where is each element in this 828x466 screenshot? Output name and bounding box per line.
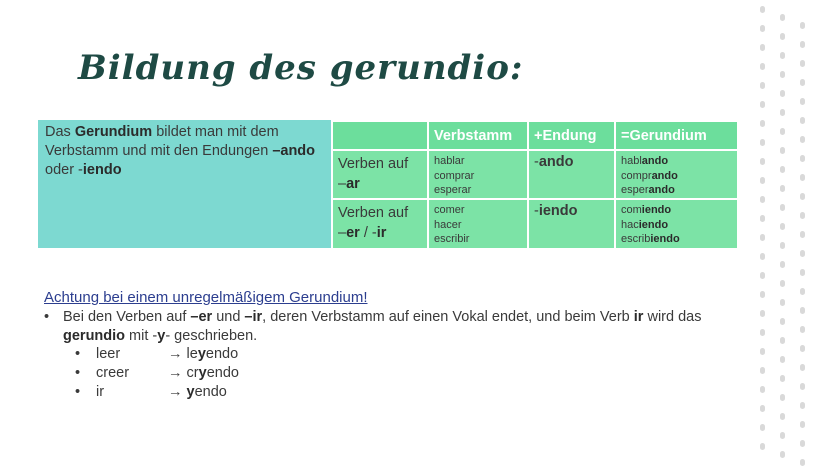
decorative-dot <box>800 155 805 162</box>
decorative-dot <box>760 386 765 393</box>
decorative-dot <box>760 424 765 431</box>
decorative-dot <box>760 25 765 32</box>
list-item: esperando <box>621 184 675 196</box>
decorative-dot <box>800 41 805 48</box>
row-label-dash: – <box>338 225 347 241</box>
decorative-dot <box>800 174 805 181</box>
decorative-dot <box>760 253 765 260</box>
row-label-ar <box>332 150 428 199</box>
decorative-dot <box>780 356 785 363</box>
decorative-dot <box>800 98 805 105</box>
decorative-dot <box>780 318 785 325</box>
intro-text: Das <box>45 124 75 140</box>
decorative-dot <box>760 101 765 108</box>
intro-bold-iendo: iendo <box>82 162 122 178</box>
decorative-dot <box>760 348 765 355</box>
decorative-dot <box>760 405 765 412</box>
decorative-dot <box>800 250 805 257</box>
row-label-dash: – <box>338 176 347 192</box>
decorative-dot <box>780 204 785 211</box>
list-item: hacer <box>434 218 462 231</box>
list-item: comprar <box>434 169 475 182</box>
bullet-dot: • <box>44 309 50 325</box>
list-item: esperar <box>434 184 472 196</box>
decorative-dot <box>780 71 785 78</box>
decorative-dot <box>800 22 805 29</box>
decorative-dots <box>752 0 828 466</box>
decorative-dot <box>760 215 765 222</box>
ending-bold: ando <box>538 154 574 170</box>
decorative-dot <box>760 443 765 450</box>
row-label-bold2: ir <box>376 225 387 241</box>
decorative-dot <box>780 185 785 192</box>
decorative-dot <box>800 383 805 390</box>
list-item: hablando <box>621 155 669 167</box>
decorative-dot <box>760 291 765 298</box>
decorative-dot <box>780 451 785 458</box>
decorative-dot <box>800 459 805 466</box>
decorative-dot <box>780 261 785 268</box>
decorative-dot <box>800 440 805 447</box>
decorative-dot <box>760 329 765 336</box>
decorative-dot <box>780 90 785 97</box>
decorative-dot <box>800 136 805 143</box>
table-row <box>332 199 738 249</box>
header-verbstamm: Verbstamm <box>428 121 528 150</box>
decorative-dot <box>760 120 765 127</box>
ending-ando <box>528 150 615 199</box>
decorative-dot <box>780 147 785 154</box>
decorative-dot <box>780 166 785 173</box>
decorative-dot <box>780 432 785 439</box>
decorative-dot <box>800 193 805 200</box>
decorative-dot <box>760 310 765 317</box>
decorative-dot <box>800 79 805 86</box>
decorative-dot <box>780 375 785 382</box>
decorative-dot <box>760 234 765 241</box>
rule-text: Bei den Verben auf –er und –ir, deren Verbstamm auf einen Vokal endet, und beim Verb ir wird das gerundio mit -y- geschrieben. <box>63 309 702 344</box>
ending-iendo <box>528 199 615 249</box>
decorative-dot <box>780 413 785 420</box>
list-item: haciendo <box>621 218 669 231</box>
row-label-prefix: Verben auf <box>338 156 409 172</box>
intro-bold-ando: –ando <box>272 143 316 159</box>
row-label-rest: / - <box>359 225 377 241</box>
intro-text: bildet man mit dem Verbstamm und mit den Endungen <box>45 124 279 159</box>
ending-prefix: - <box>534 203 539 219</box>
decorative-dot <box>780 128 785 135</box>
row-label-bold: er <box>346 225 360 241</box>
bullet-dot: • <box>75 384 81 400</box>
decorative-dot <box>760 196 765 203</box>
bullet-dot: • <box>75 365 81 381</box>
intro-text: oder - <box>45 162 83 178</box>
decorative-dot <box>760 63 765 70</box>
example-word: leer <box>96 346 121 362</box>
list-item: hablar <box>434 155 465 167</box>
intro-box <box>38 120 331 248</box>
decorative-dot <box>780 337 785 344</box>
decorative-dot <box>780 280 785 287</box>
example-word: ir <box>96 384 105 400</box>
decorative-dot <box>800 269 805 276</box>
gerunds-er-ir <box>615 199 738 249</box>
decorative-dot <box>760 44 765 51</box>
decorative-dot <box>760 82 765 89</box>
decorative-dot <box>800 288 805 295</box>
arrow-icon: → <box>168 384 183 400</box>
example-result: → cryendo <box>168 365 239 381</box>
table-header-row <box>332 121 738 150</box>
decorative-dot <box>800 307 805 314</box>
decorative-dot <box>780 33 785 40</box>
verbs-ar <box>428 150 528 199</box>
list-item: comprando <box>621 169 678 182</box>
ending-bold: iendo <box>538 203 578 219</box>
decorative-dot <box>780 299 785 306</box>
rule-bullet <box>44 308 744 346</box>
decorative-dot <box>760 272 765 279</box>
decorative-dot <box>760 158 765 165</box>
decorative-dot <box>780 109 785 116</box>
decorative-dot <box>800 364 805 371</box>
decorative-dot <box>800 231 805 238</box>
decorative-dot <box>780 394 785 401</box>
decorative-dot <box>800 402 805 409</box>
ending-prefix: - <box>534 154 539 170</box>
arrow-icon: → <box>168 346 183 362</box>
header-empty <box>332 121 428 150</box>
decorative-dot <box>760 367 765 374</box>
list-item: comiendo <box>621 204 672 216</box>
intro-bold-gerundium: Gerundium <box>74 124 153 140</box>
gerunds-ar <box>615 150 738 199</box>
decorative-dot <box>760 139 765 146</box>
decorative-dot <box>760 177 765 184</box>
decorative-dot <box>800 421 805 428</box>
decorative-dot <box>800 117 805 124</box>
warning-heading: Achtung bei einem unregelmäßigem Gerundium! <box>44 289 368 306</box>
row-label-bold: ar <box>346 176 360 192</box>
decorative-dot <box>800 60 805 67</box>
example-word: creer <box>96 365 130 381</box>
bullet-dot: • <box>75 346 81 362</box>
table-row <box>332 150 738 199</box>
example-result: → leyendo <box>168 346 239 362</box>
verbs-er-ir <box>428 199 528 249</box>
decorative-dot <box>780 242 785 249</box>
arrow-icon: → <box>168 365 183 381</box>
decorative-dot <box>780 14 785 21</box>
decorative-dot <box>800 212 805 219</box>
row-label-er-ir <box>332 199 428 249</box>
decorative-dot <box>760 6 765 13</box>
example-result: → yendo <box>168 384 227 400</box>
row-label-prefix: Verben auf <box>338 205 409 221</box>
list-item: escribir <box>434 233 470 245</box>
list-item: comer <box>434 204 465 216</box>
header-gerundium: =Gerundium <box>615 121 738 150</box>
decorative-dot <box>800 326 805 333</box>
decorative-dot <box>780 52 785 59</box>
decorative-dot <box>800 345 805 352</box>
header-endung: +Endung <box>528 121 615 150</box>
decorative-dot <box>780 223 785 230</box>
slide-title: Bildung des gerundio: <box>78 48 524 88</box>
conjugation-table <box>331 120 739 250</box>
list-item: escribiendo <box>621 233 680 245</box>
